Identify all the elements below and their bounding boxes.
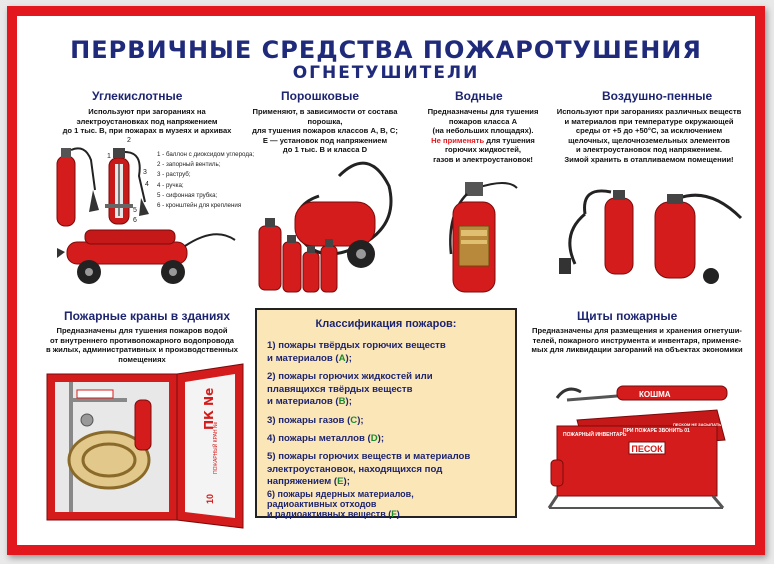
- poster-frame: [7, 6, 765, 555]
- shields-heading: Щиты пожарные: [577, 309, 678, 323]
- co2-number-6: 6: [133, 217, 137, 224]
- water-extinguisher-illustration: [437, 174, 527, 299]
- class-code-a: A: [338, 352, 346, 364]
- co2-number-1: 1: [107, 153, 111, 160]
- poster-body: [17, 16, 755, 545]
- class-code-b: B: [338, 396, 346, 408]
- foam-description: Используют при загораниях различных веществ и материалов при температуре окружающей среды от +5 до +50°С, за исключением щелочных, щелочноземельных элементов и электроустановок под напряжением. Зимой хранить в отапливаемом помещении!: [556, 107, 742, 164]
- poster-subtitle: ОГНЕТУШИТЕЛИ: [292, 63, 480, 83]
- classification-title: Классификация пожаров:: [315, 318, 457, 330]
- sign-right: ПЕСКОМ НЕ ЗАСЫПАТЬ ВОСПРОСЫ: [673, 422, 747, 427]
- class-code-e: E: [337, 476, 344, 488]
- powder-description: Применяют, в зависимости от состава порошка, для тушения пожаров классов А, В, С; Е — установок под напряжением до 1 тыс. В и класса D: [252, 107, 398, 154]
- foam-extinguisher-illustration: [551, 178, 751, 288]
- class-item-1: 1) пожары твёрдых горючих веществ и материалов (A);: [267, 340, 446, 364]
- cabinet-label: ПК Ne: [202, 387, 216, 430]
- fire-shield-illustration: [537, 360, 747, 510]
- shield-top-label: КОШМА: [639, 390, 671, 399]
- class-item-6: 6) пожары ядерных материалов, радиоактивных отходов и радиоактивных веществ (F): [267, 489, 414, 519]
- water-description: Предназначены для тушения пожаров класса А (на небольших площадях). Не применять для тушения горючих жидкостей, газов и электроустановок!: [427, 107, 539, 164]
- co2-number-3: 3: [143, 169, 147, 176]
- fire-classification-box: [255, 308, 517, 518]
- powder-heading: Порошковые: [281, 89, 360, 103]
- class-item-3: 3) пожары газов (C);: [267, 415, 364, 426]
- class-item-4: 4) пожары металлов (D);: [267, 433, 385, 444]
- water-warning: Не применять: [431, 135, 485, 145]
- co2-legend: 1 - баллон с диоксидом углерода; 2 - запорный вентиль; 3 - раструб; 4 - ручка; 5 - сифонная трубка; 6 - кронштейн для крепления: [157, 151, 255, 210]
- co2-number-5: 5: [133, 207, 137, 214]
- co2-description: Используют при загораниях на электроустановках под напряжением до 1 тыс. В, при пожарах в музеях и архивах: [62, 107, 232, 135]
- sign-middle: ПРИ ПОЖАРЕ ЗВОНИТЬ 01: [623, 428, 690, 434]
- hydrants-description: Предназначены для тушения пожаров водой от внутреннего противопожарного водопровода в жилых, административных и производственных помещениях: [46, 326, 238, 364]
- fire-hydrant-cabinet-illustration: [47, 360, 257, 530]
- sand-box-label: ПЕСОК: [631, 444, 663, 454]
- foam-heading: Воздушно-пенные: [602, 89, 713, 103]
- class-code-c: C: [350, 415, 358, 426]
- water-heading: Водные: [455, 89, 503, 103]
- class-item-5: 5) пожары горючих веществ и материалов электроустановок, находящихся под напряжением (E);: [267, 451, 471, 488]
- class-code-f: F: [391, 509, 397, 519]
- cabinet-note: ПОЖАРНЫЙ КРАН Ne: [213, 421, 219, 474]
- hydrants-heading: Пожарные краны в зданиях: [64, 309, 231, 323]
- class-item-2: 2) пожары горючих жидкостей или плавящихся твёрдых веществ и материалов (B);: [267, 371, 433, 408]
- co2-number-2: 2: [127, 137, 131, 144]
- cabinet-number: 10: [205, 493, 215, 504]
- co2-number-4: 4: [145, 181, 149, 188]
- sign-left: ПОЖАРНЫЙ ИНВЕНТАРЬ: [563, 432, 627, 438]
- shields-description: Предназначены для размещения и хранения огнетуши- телей, пожарного инструмента и инвентаря, применяе- мых для ликвидации загораний на объектах экономики: [531, 326, 743, 354]
- co2-heading: Углекислотные: [92, 89, 183, 103]
- poster-title: ПЕРВИЧНЫЕ СРЕДСТВА ПОЖАРОТУШЕНИЯ: [70, 36, 702, 64]
- class-code-d: D: [370, 433, 378, 444]
- powder-extinguisher-illustration: [249, 146, 409, 296]
